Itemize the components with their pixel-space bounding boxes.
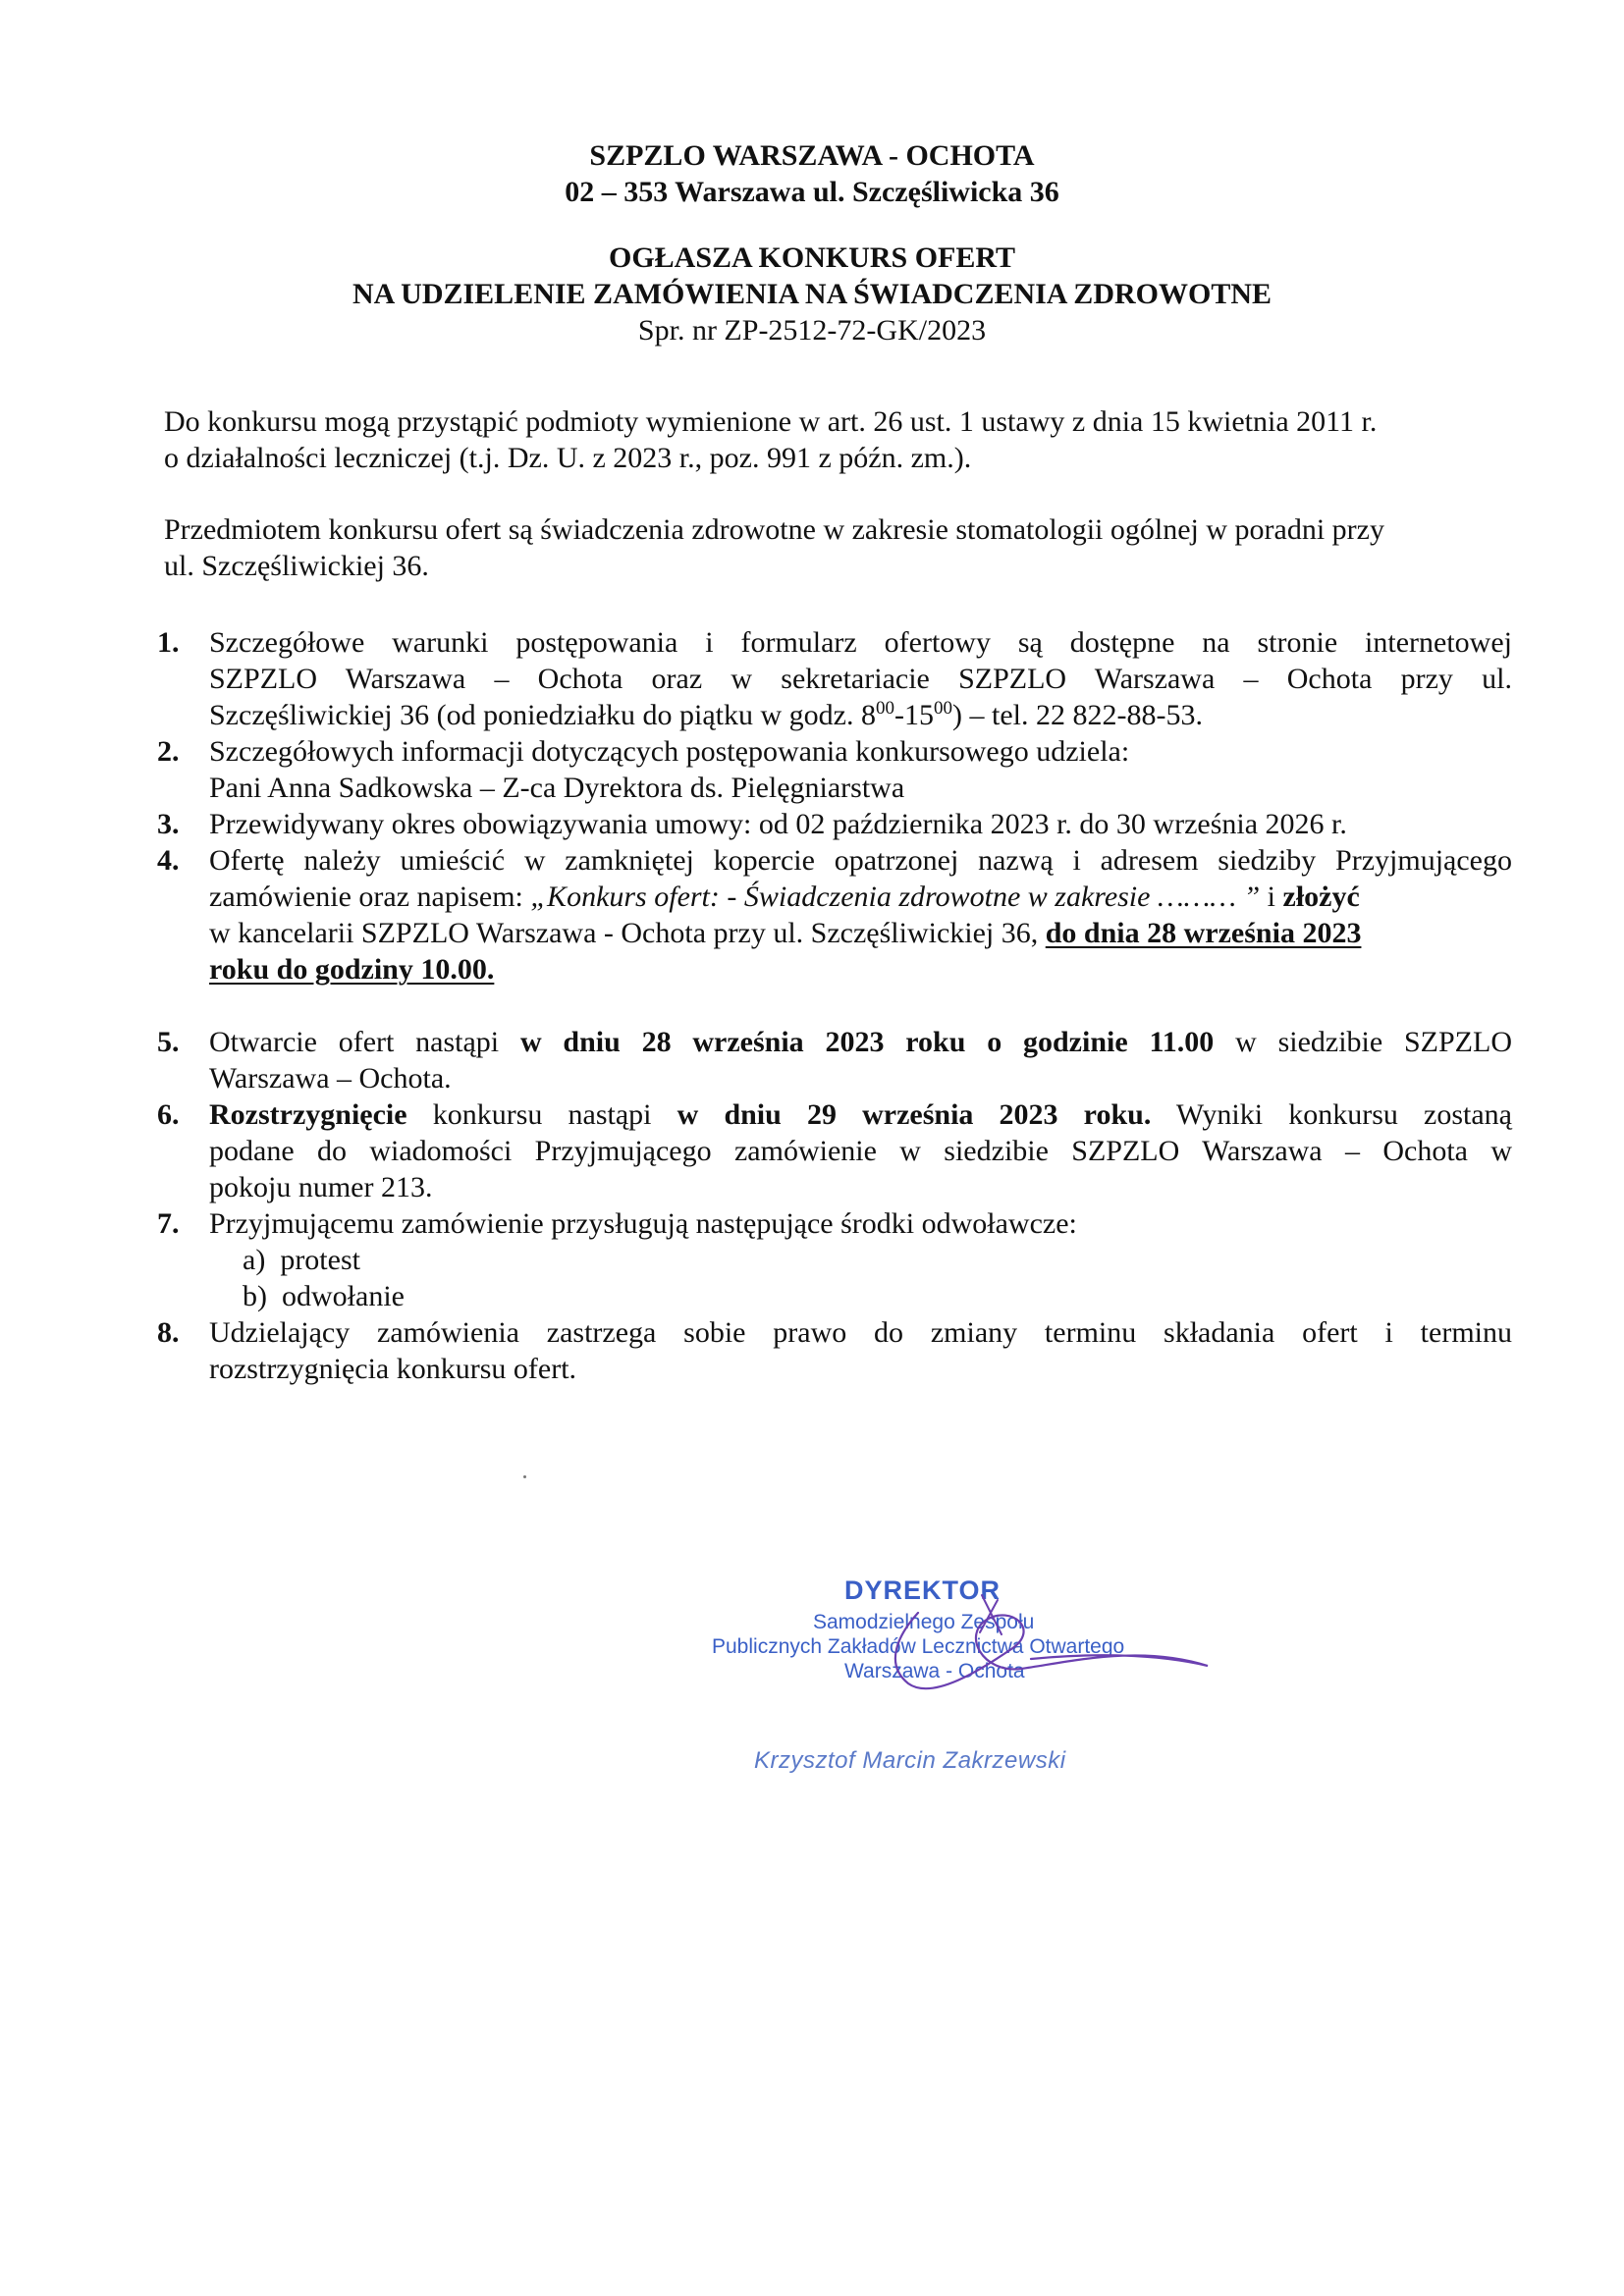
list-item: 4. Ofertę należy umieścić w zamkniętej kopercie opatrzonej nazwą i adresem siedziby Przyjmującego zamówienie oraz napisem: „Konkurs ofert: - Świadczenia zdrowotne w zakresie ……… ” i złożyć w kancelarii SZPZLO Warszawa - Ochota przy ul. Szczęśliwickiej 36, do dnia 28 września 2023 roku do godziny 10.00. bbox=[157, 844, 1512, 986]
list-item: 5. Otwarcie ofert nastąpi w dniu 28 września 2023 roku o godzinie 11.00 w siedzibie SZPZLO Warszawa – Ochota. bbox=[157, 1026, 1512, 1095]
list-item: 7. Przyjmującemu zamówienie przysługują następujące środki odwoławcze: a) protest b) odwołanie bbox=[157, 1205, 1512, 1314]
conditions-list bbox=[157, 624, 1512, 1387]
deadline-time: roku do godziny 10.00. bbox=[209, 953, 495, 986]
scan-speck bbox=[523, 1475, 526, 1478]
sub-item: b) odwołanie bbox=[243, 1280, 405, 1312]
document-header bbox=[0, 137, 1624, 348]
list-item: 8. Udzielający zamówienia zastrzega sobie prawo do zmiany terminu składania ofert i terminu rozstrzygnięcia konkursu ofert. bbox=[157, 1316, 1512, 1385]
deadline-date: do dnia 28 września 2023 bbox=[1045, 917, 1362, 949]
sub-item: a) protest bbox=[243, 1244, 360, 1276]
announcement-title: OGŁASZA KONKURS OFERT bbox=[608, 241, 1016, 274]
list-item: 6. Rozstrzygnięcie konkursu nastąpi w dniu 29 września 2023 roku. Wyniki konkursu zostaną podane do wiadomości Przyjmującego zamówienie w siedzibie SZPZLO Warszawa – Ochota w pokoju numer 213. bbox=[157, 1098, 1512, 1203]
list-item: 1. Szczegółowe warunki postępowania i formularz ofertowy są dostępne na stronie internetowej SZPZLO Warszawa – Ochota oraz w sekretariacie SZPZLO Warszawa – Ochota przy ul. Szczęśliwickiej 36 (od poniedziałku do piątku w godz. $8^{00}-15^{00}$) – tel. 22 822-88-53. bbox=[157, 626, 1512, 731]
stamp-line: Warszawa - Ochota bbox=[844, 1660, 1025, 1682]
list-item: 2. Szczegółowych informacji dotyczących postępowania konkursowego udziela: Pani Anna Sadkowska – Z-ca Dyrektora ds. Pielęgniarstwa bbox=[157, 735, 1130, 804]
intro-paragraph-2: Przedmiotem konkursu ofert są świadczenia zdrowotne w zakresie stomatologii ogólnej w poradni przy ul. Szczęśliwickiej 36. bbox=[164, 513, 1384, 582]
stamp-line: Samodzielnego Zespołu bbox=[813, 1611, 1035, 1633]
director-stamp bbox=[687, 1575, 1276, 1811]
case-number: Spr. nr ZP-2512-72-GK/2023 bbox=[637, 314, 987, 347]
intro-paragraph-1: Do konkursu mogą przystąpić podmioty wymienione w art. 26 ust. 1 ustawy z dnia 15 kwietnia 2011 r. o działalności leczniczej (t.j. Dz. U. z 2023 r., poz. 991 z późn. zm.). bbox=[164, 405, 1378, 474]
institution-address: 02 – 353 Warszawa ul. Szczęśliwicka 36 bbox=[565, 176, 1059, 208]
list-item: 3. Przewidywany okres obowiązywania umowy: od 02 października 2023 r. do 30 września 2026 r. bbox=[157, 808, 1347, 840]
announcement-subtitle: NA UDZIELENIE ZAMÓWIENIA NA ŚWIADCZENIA ZDROWOTNE bbox=[352, 278, 1272, 310]
institution-name: SZPZLO WARSZAWA - OCHOTA bbox=[589, 139, 1035, 172]
stamp-line: Publicznych Zakładów Lecznictwa Otwartego bbox=[712, 1635, 1125, 1658]
handwritten-signature bbox=[687, 1575, 1276, 1811]
signer-name: Krzysztof Marcin Zakrzewski bbox=[754, 1747, 1066, 1774]
stamp-title: DYREKTOR bbox=[844, 1575, 1001, 1605]
